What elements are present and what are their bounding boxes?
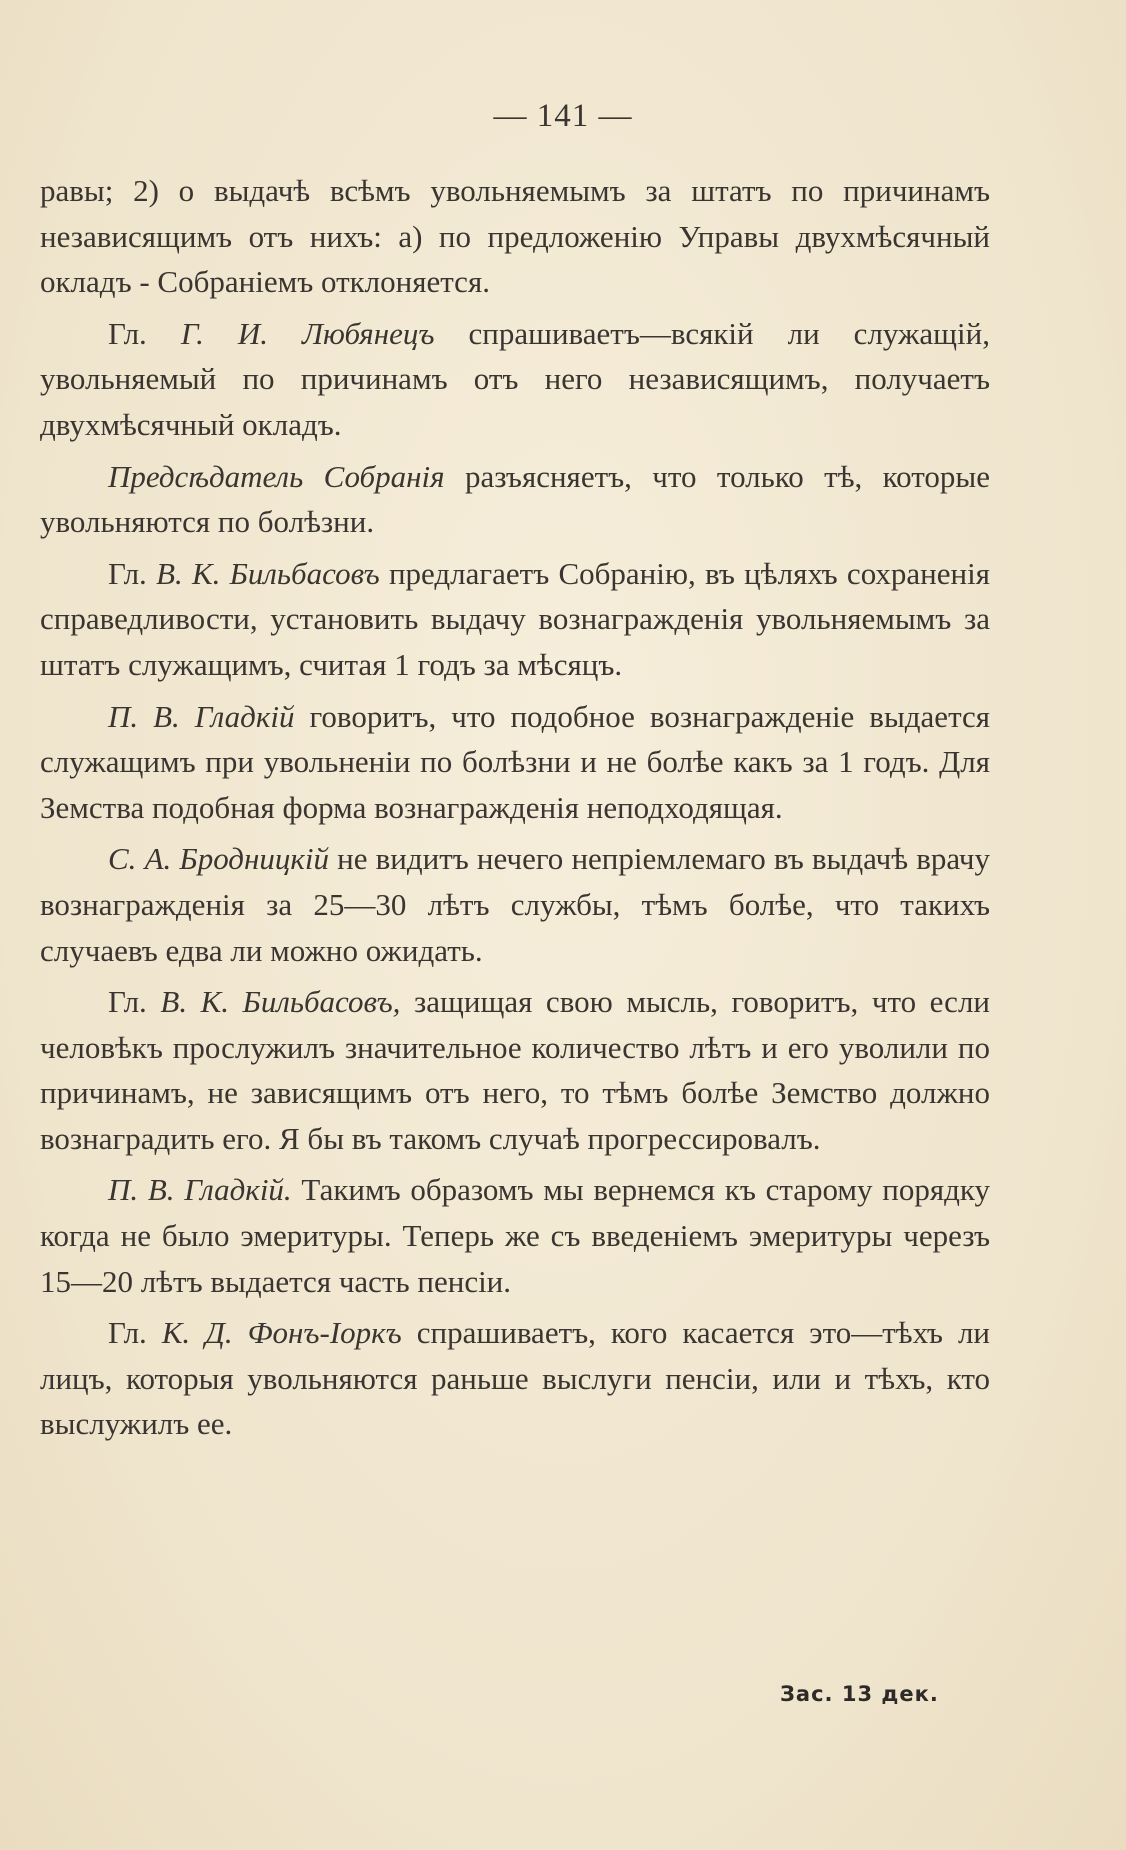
paragraph-chairman: [40, 454, 990, 545]
paragraph-fon-iork: [40, 1310, 990, 1447]
paragraph-bilbasov-2: [40, 979, 990, 1161]
paragraph-lyubyanets: [40, 311, 990, 448]
page-number: — 141 —: [493, 98, 633, 134]
paragraph-gladkiy-1: [40, 694, 990, 831]
body-text: [40, 168, 990, 1453]
speaker-prefix: Гл.: [108, 555, 157, 591]
speaker-name: С. А. Бродницкій: [108, 841, 329, 877]
paragraph-text: говоритъ, что подобное вознагражденіе выдается служащимъ при увольненіи по болѣзни и не болѣе какъ за 1 годъ. Для Земства подобная форма вознагражденія неподходящая.: [40, 698, 991, 825]
paragraph-text: не видитъ нечего непріемлемаго въ выдачѣ врачу вознагражденія за 25—30 лѣтъ службы, тѣмъ болѣе, что такихъ случаевъ едва ли можно ожидать.: [40, 841, 990, 968]
speaker-name: К. Д. Фонъ-Іоркъ: [161, 1315, 402, 1351]
speaker-name: П. В. Гладкій: [108, 698, 295, 734]
paragraph-text: защищая свою мысль, говоритъ, что если человѣкъ прослужилъ значительное количество лѣтъ и его уволили по причинамъ, не зависящимъ отъ него, то тѣмъ болѣе Земство должно вознаградить его. Я бы въ такомъ случаѣ прогрессировалъ.: [40, 984, 990, 1156]
speaker-prefix: Гл.: [108, 315, 181, 351]
paragraph-brodnitskiy: [40, 836, 990, 973]
paragraph-text: спрашиваетъ, кого касается это—тѣхъ ли лицъ, которыя увольняются раньше выслуги пенсіи, или и тѣхъ, кто выслужилъ ее.: [40, 1315, 991, 1442]
paragraph-bilbasov-1: [40, 551, 990, 688]
paragraph-text: разъясняетъ, что только тѣ, которые увольняются по болѣзни.: [40, 458, 990, 540]
paragraph-continuation: равы; 2) о выдачѣ всѣмъ увольняемымъ за штатъ по причинамъ независящимъ отъ нихъ: а) по предложенію Управы двухмѣсячный окладъ - Собраніемъ отклоняется.: [40, 173, 990, 300]
speaker-prefix: Гл.: [108, 1315, 162, 1351]
speaker-prefix: Гл.: [108, 984, 161, 1020]
paragraph-text: спрашиваетъ—всякій ли служащій, увольняемый по причинамъ отъ него независящимъ, получаетъ двухмѣсячный окладъ.: [40, 315, 991, 442]
speaker-name: П. В. Гладкій.: [108, 1172, 292, 1208]
speaker-name: В. К. Бильбасовъ,: [160, 984, 401, 1020]
speaker-name: В. К. Бильбасовъ: [156, 555, 380, 591]
paragraph-gladkiy-2: [40, 1167, 990, 1304]
signature-footer: Зас. 13 дек.: [780, 1682, 939, 1706]
speaker-name: Г. И. Любянецъ: [180, 315, 435, 351]
paragraph-text: предлагаетъ Собранію, въ цѣляхъ сохраненія справедливости, установить выдачу вознагражденія увольняемымъ за штатъ служащимъ, считая 1 годъ за мѣсяцъ.: [40, 555, 990, 682]
speaker-name: Предсѣдатель Собранія: [108, 458, 445, 494]
paragraph-text: Такимъ образомъ мы вернемся къ старому порядку когда не было эмеритуры. Теперь же съ введеніемъ эмеритуры черезъ 15—20 лѣтъ выдается часть пенсіи.: [40, 1172, 991, 1299]
